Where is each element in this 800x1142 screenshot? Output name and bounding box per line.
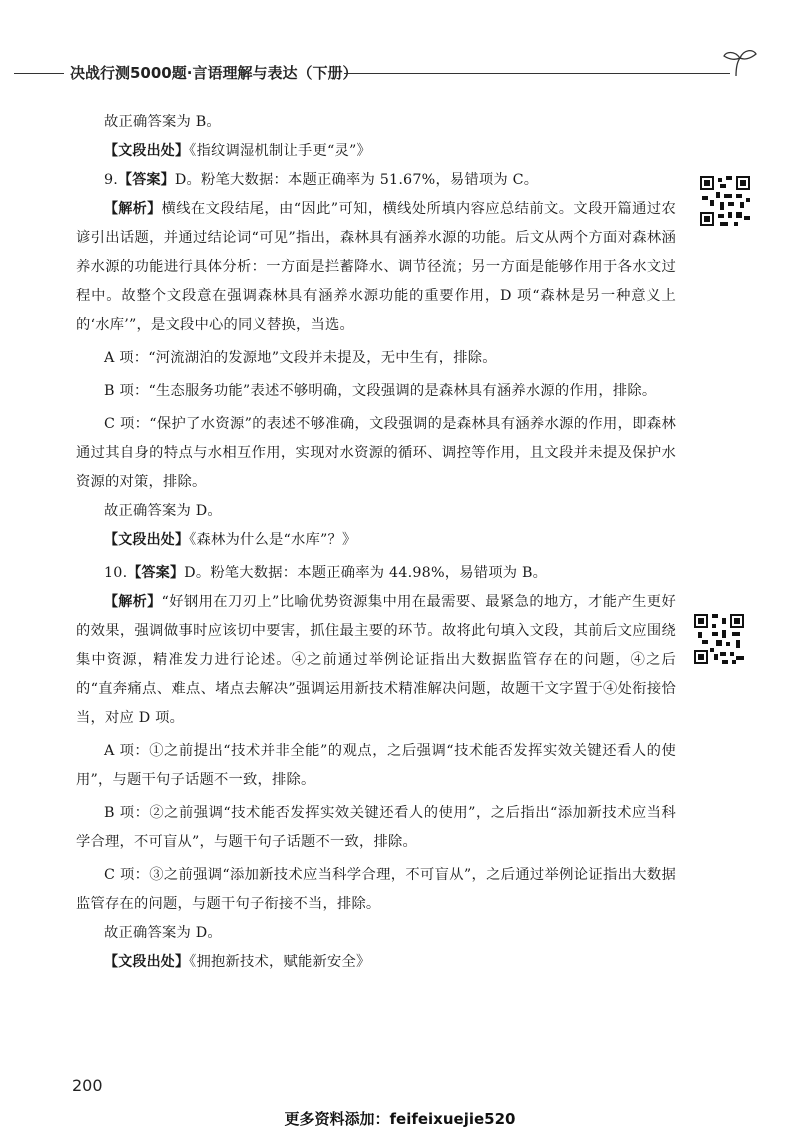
analysis-text: 横线在文段结尾，由“因此”可知，横线处所填内容应总结前文。文段开篇通过农谚引出话题，并通过结论词“可见”指出，森林具有涵养水源的功能。后文从两个方面对森林涵养水源的功能进行具体分析：一方面是拦蓄降水、调节径流；另一方面是能够作用于各水文过程中。故整个文段意在强调森林具有涵养水源功能的重要作用，D 项“森林是另一种意义上的‘水库’”，是文段中心的同义替换，当选。 bbox=[76, 201, 676, 333]
question-number: 9. bbox=[104, 172, 119, 188]
analysis-text: “好钢用在刀刃上”比喻优势资源集中用在最需要、最紧急的地方，才能产生更好的效果，强调做事时应该切中要害，抓住最主要的环节。故将此句填入文段，其前后文应围绕集中资源，精准发力进行论述。④之前通过举例论证指出大数据监管存在的问题，④之后的“直奔痛点、难点、堵点去解决”强调运用新技术精准解决问题，故题干文字置于④处衔接恰当，对应 D 项。 bbox=[76, 594, 676, 726]
answer-tag: 【答案】 bbox=[118, 172, 175, 188]
source-text: 《指纹调湿机制让手更“灵”》 bbox=[189, 143, 372, 159]
header-rule-right bbox=[344, 73, 730, 74]
source-tag: 【文段出处】 bbox=[104, 532, 190, 548]
answer-line: 故正确答案为 B。 bbox=[104, 114, 221, 130]
option-c: C 项：“保护了水资源”的表述不够准确，文段强调的是森林具有涵养水源的作用，即森林通过其自身的特点与水相互作用，实现对水资源的循环、调控等作用，且文段并未提及保护水资源的对策，排除。 bbox=[76, 416, 676, 490]
answer-text: D。粉笔大数据：本题正确率为 51.67%，易错项为 C。 bbox=[174, 172, 539, 188]
header-title: 决战行测5000题·言语理解与表达（下册） bbox=[70, 64, 358, 82]
source-line bbox=[76, 948, 676, 977]
option-b: B 项：②之前强调“技术能否发挥实效关键还看人的使用”，之后指出“添加新技术应当科学合理，不可盲从”，与题干句子话题不一致，排除。 bbox=[76, 805, 676, 850]
answer-line: 故正确答案为 D。 bbox=[104, 503, 222, 519]
source-tag: 【文段出处】 bbox=[104, 954, 190, 970]
q9-answer bbox=[76, 166, 676, 195]
source-text: 《拥抱新技术，赋能新安全》 bbox=[189, 954, 371, 970]
running-header bbox=[0, 60, 800, 88]
source-text: 《森林为什么是“水库”？》 bbox=[189, 532, 357, 548]
option-a: A 项：“河流湖泊的发源地”文段并未提及，无中生有，排除。 bbox=[104, 350, 497, 366]
q10-answer bbox=[76, 559, 676, 588]
header-rule-left bbox=[14, 73, 64, 74]
sprout-icon bbox=[720, 46, 760, 78]
q9-analysis bbox=[76, 195, 676, 340]
qr-code-icon[interactable] bbox=[700, 176, 750, 226]
q10-analysis bbox=[76, 588, 676, 733]
answer-tag: 【答案】 bbox=[127, 565, 185, 581]
source-line bbox=[76, 526, 676, 555]
analysis-tag: 【解析】 bbox=[104, 201, 162, 217]
source-tag: 【文段出处】 bbox=[104, 143, 190, 159]
question-number: 10. bbox=[104, 565, 128, 581]
analysis-tag: 【解析】 bbox=[104, 594, 162, 610]
option-a: A 项：①之前提出“技术并非全能”的观点，之后强调“技术能否发挥实效关键还看人的使用”，与题干句子话题不一致，排除。 bbox=[76, 743, 676, 788]
qr-code-icon[interactable] bbox=[694, 614, 744, 664]
option-c: C 项：③之前强调“添加新技术应当科学合理，不可盲从”，之后通过举例论证指出大数据监管存在的问题，与题干句子衔接不当，排除。 bbox=[76, 867, 676, 912]
page-number: 200 bbox=[72, 1076, 103, 1095]
answer-content bbox=[76, 108, 676, 977]
answer-line: 故正确答案为 D。 bbox=[104, 925, 222, 941]
option-b: B 项：“生态服务功能”表述不够明确，文段强调的是森林具有涵养水源的作用，排除。 bbox=[104, 383, 657, 399]
footer-note: 更多资料添加：feifeixuejie520 bbox=[284, 1110, 516, 1128]
answer-text: D。粉笔大数据：本题正确率为 44.98%，易错项为 B。 bbox=[184, 565, 548, 581]
source-line bbox=[76, 137, 676, 166]
